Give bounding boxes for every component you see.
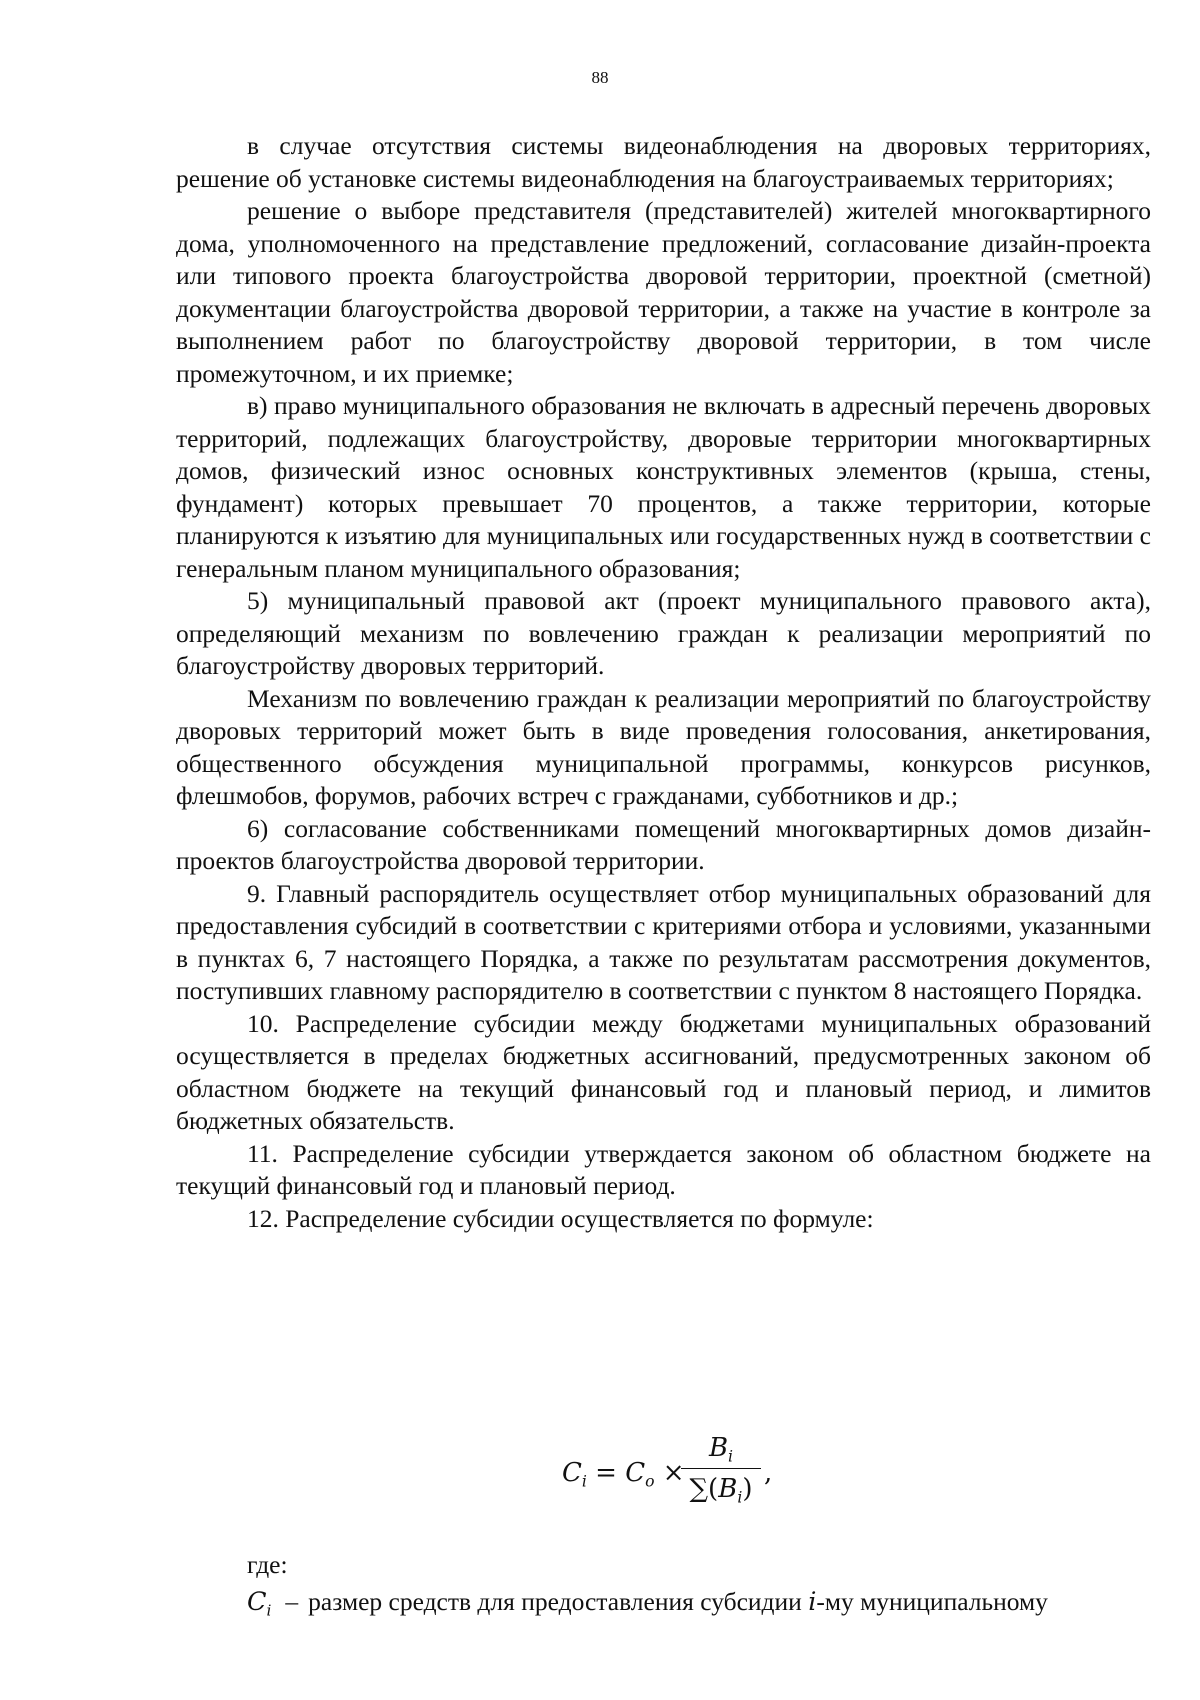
paragraph: 10. Распределение субсидии между бюджетами муниципальных образований осуществляется в пределах бюджетных ассигнований, предусмотренных законом об областном бюджете на текущий финансовый год и плановый период, и лимитов бюджетных обязательств. bbox=[176, 1008, 1151, 1135]
formula-equals: = bbox=[595, 1458, 617, 1488]
paragraph: Механизм по вовлечению граждан к реализации мероприятий по благоустройству дворовых территорий может быть в виде проведения голосования, анкетирования, общественного обсуждения муниципальной программы, конкурсов рисунков, флешмобов, форумов, рабочих встреч с гражданами, субботников и др.; bbox=[176, 683, 1151, 810]
where-label: где: bbox=[247, 1550, 288, 1579]
definition-symbol: $C_i$ bbox=[247, 1587, 272, 1620]
paragraph: решение о выборе представителя (представителей) жителей многоквартирного дома, уполномоченного на представление предложений, согласование дизайн-проекта или типового проекта благоустройства дворовой территории, проектной (сметной) документации благоустройства дворовой территории, а также на участие в контроле за выполнением работ по благоустройству дворовой территории, в том числе промежуточном, и их приемке; bbox=[176, 196, 1151, 388]
page-number: 88 bbox=[591, 68, 609, 87]
definition-dash: – bbox=[285, 1587, 299, 1616]
subsidy-formula bbox=[0, 1430, 1200, 1520]
fraction-bar bbox=[681, 1468, 761, 1469]
definition-text: размер средств для предоставления субсидии i-му муниципальному bbox=[308, 1587, 1048, 1617]
formula-symbol-ci: $C_i$ bbox=[562, 1458, 587, 1491]
formula-left-side bbox=[562, 1458, 685, 1491]
formula-numerator: $B_i$ bbox=[708, 1433, 734, 1466]
formula-fraction bbox=[681, 1430, 761, 1507]
formula-symbol-co: $C_o$ bbox=[625, 1458, 655, 1491]
paragraph: 5) муниципальный правовой акт (проект муниципального правового акта), определяющий механизм по вовлечению граждан к реализации мероприятий по благоустройству дворовых территорий. bbox=[176, 586, 1151, 680]
paragraph: в случае отсутствия системы видеонаблюдения на дворовых территориях, решение об установке системы видеонаблюдения на благоустраиваемых территориях; bbox=[176, 131, 1151, 193]
paragraph: 6) согласование собственниками помещений многоквартирных домов дизайн-проектов благоустройства дворовой территории. bbox=[176, 813, 1151, 875]
paragraph: в) право муниципального образования не включать в адресный перечень дворовых территорий, подлежащих благоустройству, дворовые территории многоквартирных домов, физический износ основных конструктивных элементов (крыша, стены, фундамент) которых превышает 70 процентов, а также территории, которые планируются к изъятию для муниципальных или государственных нужд в соответствии с генеральным планом муниципального образования; bbox=[176, 391, 1151, 583]
document-body bbox=[176, 130, 1151, 1235]
formula-trailing-comma: , bbox=[764, 1458, 773, 1488]
formula-denominator: $\sum(B_i)$ bbox=[689, 1474, 753, 1507]
formula-times: × bbox=[662, 1458, 685, 1488]
paragraph: 12. Распределение субсидии осуществляется по формуле: bbox=[247, 1203, 874, 1233]
paragraph: 11. Распределение субсидии утверждается законом об областном бюджете на текущий финансовый год и плановый период. bbox=[176, 1138, 1151, 1200]
paragraph: 9. Главный распорядитель осуществляет отбор муниципальных образований для предоставления субсидий в соответствии с критериями отбора и условиями, указанными в пунктах 6, 7 настоящего Порядка, а также по результатам рассмотрения документов, поступивших главному распорядителю в соответствии с пунктом 8 настоящего Порядка. bbox=[176, 878, 1151, 1005]
definition-ci bbox=[247, 1586, 1152, 1618]
